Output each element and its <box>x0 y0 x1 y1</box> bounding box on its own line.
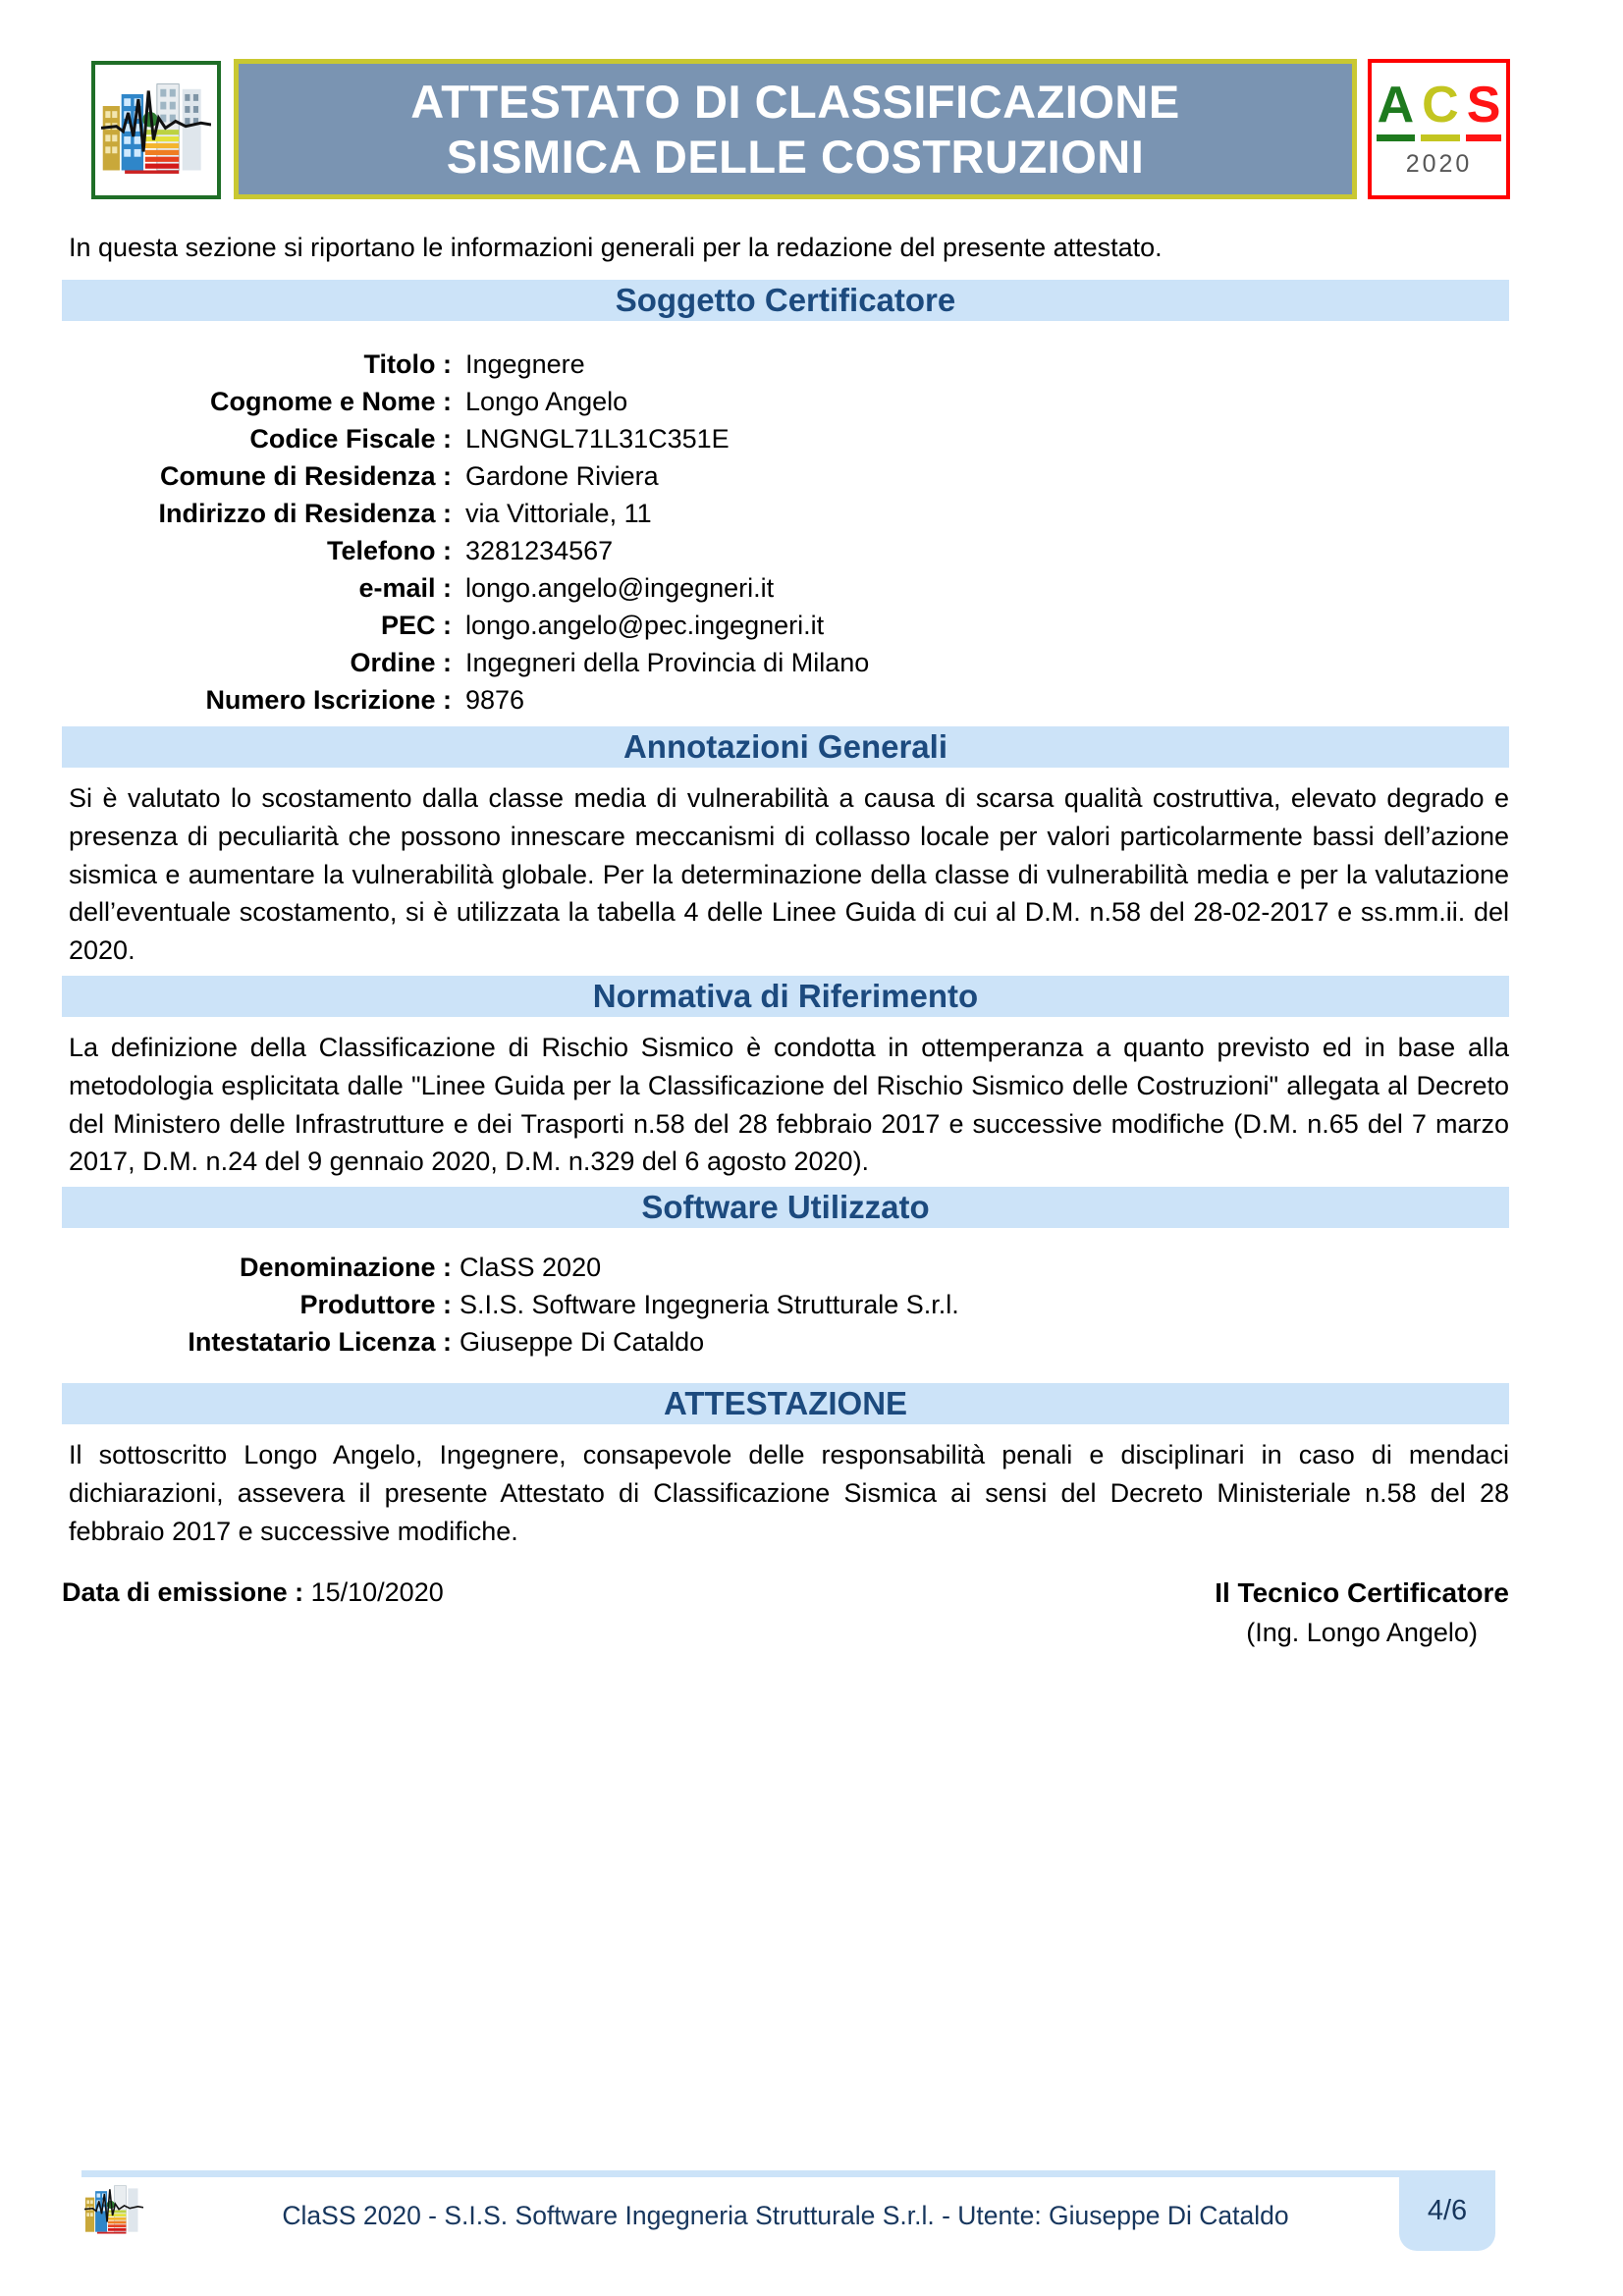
field-value: Ingegnere <box>465 349 585 379</box>
field-label: Telefono : <box>327 536 452 565</box>
acs-letter-s: S <box>1466 80 1502 141</box>
section-header-normativa-riferimento <box>62 976 1509 1017</box>
emission-date <box>62 1574 444 1611</box>
field-row-codice-fiscale <box>62 420 1509 457</box>
field-label: Produttore : <box>299 1290 452 1320</box>
field-row-telefono <box>62 532 1509 569</box>
section-title: Annotazioni Generali <box>622 728 948 765</box>
soggetto-fields <box>62 346 1509 719</box>
footer-text: ClaSS 2020 - S.I.S. Software Ingegneria Strutturale S.r.l. - Utente: Giuseppe Di Cataldo <box>282 2201 1289 2230</box>
acs-year: 2020 <box>1405 150 1473 178</box>
certifier-name: (Ing. Longo Angelo) <box>1246 1617 1478 1647</box>
field-value: Longo Angelo <box>465 387 628 416</box>
field-value: Gardone Riviera <box>465 461 659 491</box>
section-title: Software Utilizzato <box>641 1189 930 1226</box>
field-label: Indirizzo di Residenza : <box>158 499 452 528</box>
field-row-produttore <box>62 1286 1509 1323</box>
field-row-ordine <box>62 644 1509 681</box>
field-value: via Vittoriale, 11 <box>465 499 652 528</box>
field-value: 9876 <box>465 685 525 715</box>
field-row-titolo <box>62 346 1509 383</box>
document-body <box>62 229 1509 1652</box>
section-title: ATTESTAZIONE <box>663 1385 908 1422</box>
software-fields <box>62 1249 1509 1361</box>
attestazione-paragraph: Il sottoscritto Longo Angelo, Ingegnere, consapevole delle responsabilità penali e disciplinari in caso di mendaci dichiarazioni, assevera il presente Attestato di Classificazione Sismica ai sensi del Decreto Ministeriale n.58 del 28 febbraio 2017 e successive modifiche. <box>69 1440 1509 1546</box>
acs-letter-c: C <box>1421 80 1460 141</box>
section-header-software-utilizzato <box>62 1187 1509 1228</box>
field-label: Denominazione : <box>239 1253 452 1283</box>
field-row-pec <box>62 607 1509 644</box>
document-title-line2: SISMICA DELLE COSTRUZIONI <box>446 130 1145 183</box>
field-row-intestatario-licenza <box>62 1323 1509 1361</box>
field-row-denominazione <box>62 1249 1509 1286</box>
section-header-soggetto-certificatore <box>62 280 1509 321</box>
field-label: Comune di Residenza : <box>159 461 452 491</box>
field-value: Ingegneri della Provincia di Milano <box>465 648 870 677</box>
field-value: Giuseppe Di Cataldo <box>460 1327 705 1358</box>
field-label: Intestatario Licenza : <box>188 1327 452 1358</box>
field-value: 3281234567 <box>465 536 614 565</box>
field-label: Ordine : <box>350 648 452 677</box>
field-row-email <box>62 569 1509 607</box>
section-title: Soggetto Certificatore <box>615 282 956 318</box>
document-title-banner <box>234 59 1357 199</box>
certifier-role: Il Tecnico Certificatore <box>1215 1576 1509 1608</box>
field-value: longo.angelo@pec.ingegneri.it <box>465 611 825 640</box>
normativa-paragraph: La definizione della Classificazione di Rischio Sismico è condotta in ottemperanza a quanto previsto ed in base alla metodologia esplicitata dalle "Linee Guida per la Classificazione del Rischio Sismico delle Costruzioni" allegata al Decreto del Ministero delle Infrastrutture e dei Trasporti n.58 del 28 febbraio 2017 e successive modifiche (D.M. n.65 del 7 marzo 2017, D.M. n.24 del 9 gennaio 2020, D.M. n.329 del 6 agosto 2020). <box>69 1032 1509 1177</box>
field-value: longo.angelo@ingegneri.it <box>465 573 775 603</box>
section-title: Normativa di Riferimento <box>592 977 979 1014</box>
field-row-indirizzo-residenza <box>62 495 1509 532</box>
section-header-annotazioni-generali <box>62 726 1509 768</box>
acs-letters <box>1377 77 1502 141</box>
document-title-line1: ATTESTATO DI CLASSIFICAZIONE <box>410 75 1180 128</box>
emission-date-label: Data di emissione : <box>62 1576 304 1607</box>
footer-divider <box>81 2170 1495 2177</box>
field-value: ClaSS 2020 <box>460 1253 602 1283</box>
section-header-attestazione <box>62 1383 1509 1424</box>
field-value: S.I.S. Software Ingegneria Strutturale S.r.l. <box>460 1290 959 1320</box>
field-row-cognome-nome <box>62 383 1509 420</box>
field-value: LNGNGL71L31C351E <box>465 424 730 454</box>
field-label: PEC : <box>380 611 452 640</box>
page-number-badge: 4/6 <box>1399 2170 1495 2251</box>
signature-row <box>62 1574 1509 1652</box>
field-row-numero-iscrizione <box>62 681 1509 719</box>
acs-2020-logo <box>1368 59 1510 199</box>
annotazioni-paragraph: Si è valutato lo scostamento dalla classe media di vulnerabilità a causa di scarsa qualità costruttiva, elevato degrado e presenza di peculiarità che possono innescare meccanismi di collasso locale per valori particolarmente bassi dell’azione sismica e aumentare la vulnerabilità globale. Per la determinazione della classe di vulnerabilità media e per la valutazione dell’eventuale scostamento, si è utilizzata la tabella 4 delle Linee Guida di cui al D.M. n.58 del 28-02-2017 e ss.mm.ii. del 2020. <box>69 783 1509 966</box>
intro-text: In questa sezione si riportano le informazioni generali per la redazione del presente attestato. <box>69 233 1163 262</box>
field-label: e-mail : <box>358 573 452 603</box>
emission-date-value: 15/10/2020 <box>310 1576 444 1607</box>
field-label: Codice Fiscale : <box>249 424 452 454</box>
acs-letter-a: A <box>1377 80 1416 141</box>
field-label: Numero Iscrizione : <box>205 685 452 715</box>
field-label: Cognome e Nome : <box>209 387 452 416</box>
field-label: Titolo : <box>363 349 452 379</box>
buildings-seismograph-logo <box>101 73 211 188</box>
field-row-comune-residenza <box>62 457 1509 495</box>
certifier-signature-block <box>1215 1574 1509 1652</box>
class-software-logo-box <box>91 61 221 199</box>
